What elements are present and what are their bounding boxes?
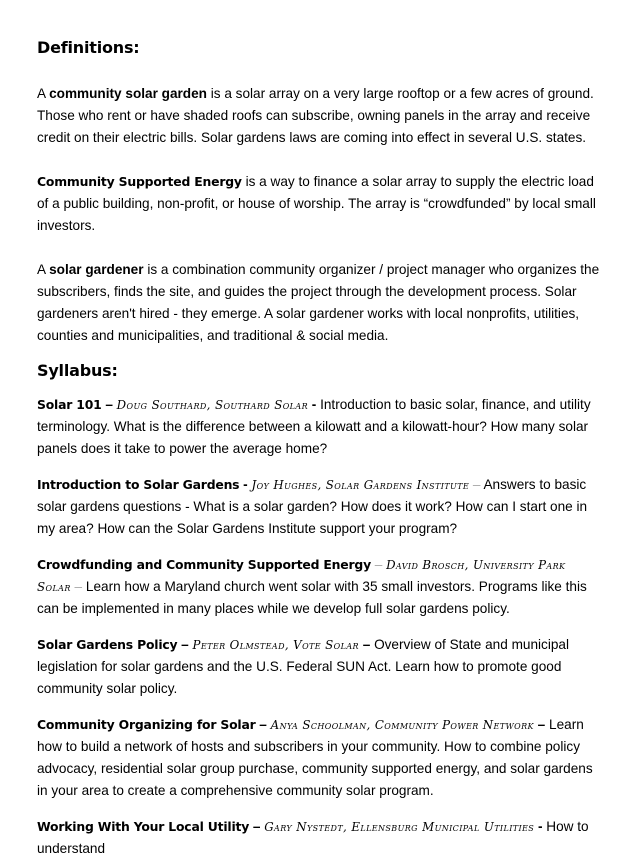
separator: –: [255, 717, 271, 732]
speaker: Peter Olmstead, Vote Solar: [192, 638, 359, 652]
definition-term: community solar garden: [49, 86, 207, 101]
definition-text: is a way to finance a solar array to supply the electric load of a public building, non-profit, or house of worship. The array is “crowdfunded” by local small investors.: [37, 174, 596, 233]
speaker: Doug Southard, Southard Solar: [116, 398, 308, 412]
document-page: [37, 38, 601, 860]
syllabus-item: [37, 634, 601, 700]
separator: -: [239, 477, 252, 492]
course-description: How to understand: [37, 819, 589, 856]
course-description: Learn how a Maryland church went solar with 35 small investors. Programs like this can be implemented in many places while we develop full solar gardens policy.: [37, 579, 587, 616]
separator: –: [101, 397, 117, 412]
syllabus-item: [37, 394, 601, 460]
definition-solar-gardener: [37, 259, 601, 347]
course-description: Learn how to build a network of hosts and subscribers in your community. How to combine policy advocacy, residential solar group purchase, community supported energy, and solar gardens in your area to create a comprehensive community solar program.: [37, 717, 593, 798]
speaker: David Brosch, University Park Solar: [37, 558, 566, 594]
course-description: Introduction to basic solar, finance, and utility terminology. What is the difference between a kilowatt and a kilowatt-hour? How many solar panels does it take to power the average home?: [37, 397, 591, 456]
course-title: Solar Gardens Policy: [37, 637, 178, 652]
course-title: Crowdfunding and Community Supported Energy: [37, 557, 371, 572]
definition-text: is a solar array on a very large rooftop or a few acres of ground. Those who rent or have shaded roofs can subscribe, owning panels in the array and receive credit on their electric bills. Solar gardens laws are coming into effect in several U.S. states.: [37, 86, 594, 145]
syllabus-item: [37, 474, 601, 540]
syllabus-item: [37, 714, 601, 802]
syllabus-heading: Syllabus:: [37, 361, 118, 380]
speaker: Anya Schoolman, Community Power Network: [270, 718, 534, 732]
definition-term: solar gardener: [49, 262, 144, 277]
separator: –: [177, 637, 193, 652]
separator: –: [469, 477, 484, 492]
course-title: Working With Your Local Utility: [37, 819, 250, 834]
separator: –: [358, 637, 375, 652]
separator: –: [370, 557, 387, 572]
speaker: Gary Nystedt, Ellensburg Municipal Utilities: [264, 820, 535, 834]
course-title: Solar 101: [37, 397, 102, 412]
course-description: Answers to basic solar gardens questions - What is a solar garden? How does it work? How can I start one in my area? How can the Solar Gardens Institute support your program?: [37, 477, 588, 536]
definition-prefix: A: [37, 262, 50, 277]
definition-prefix: A: [37, 86, 50, 101]
separator: –: [70, 579, 86, 594]
syllabus-item: [37, 816, 601, 860]
definition-text: is a combination community organizer / project manager who organizes the subscribers, finds the site, and guides the project through the development process. Solar gardeners aren't hired - they emerge. A solar gardener works with local nonprofits, utilities, counties and municipalities, and traditional & social media.: [37, 262, 600, 343]
separator: -: [534, 819, 547, 834]
definition-community-supported-energy: [37, 171, 601, 237]
course-title: Introduction to Solar Gardens: [37, 477, 240, 492]
definition-community-solar-garden: [37, 83, 601, 149]
course-title: Community Organizing for Solar: [37, 717, 256, 732]
syllabus-item: [37, 554, 601, 620]
separator: –: [249, 819, 265, 834]
definition-term: Community Supported Energy: [37, 174, 242, 189]
definitions-heading: Definitions:: [37, 38, 140, 57]
separator: –: [533, 717, 550, 732]
course-description: Overview of State and municipal legislation for solar gardens and the U.S. Federal SUN Act. Learn how to promote good community solar policy.: [37, 637, 570, 696]
speaker: Joy Hughes, Solar Gardens Institute: [251, 478, 470, 492]
separator: -: [308, 397, 321, 412]
